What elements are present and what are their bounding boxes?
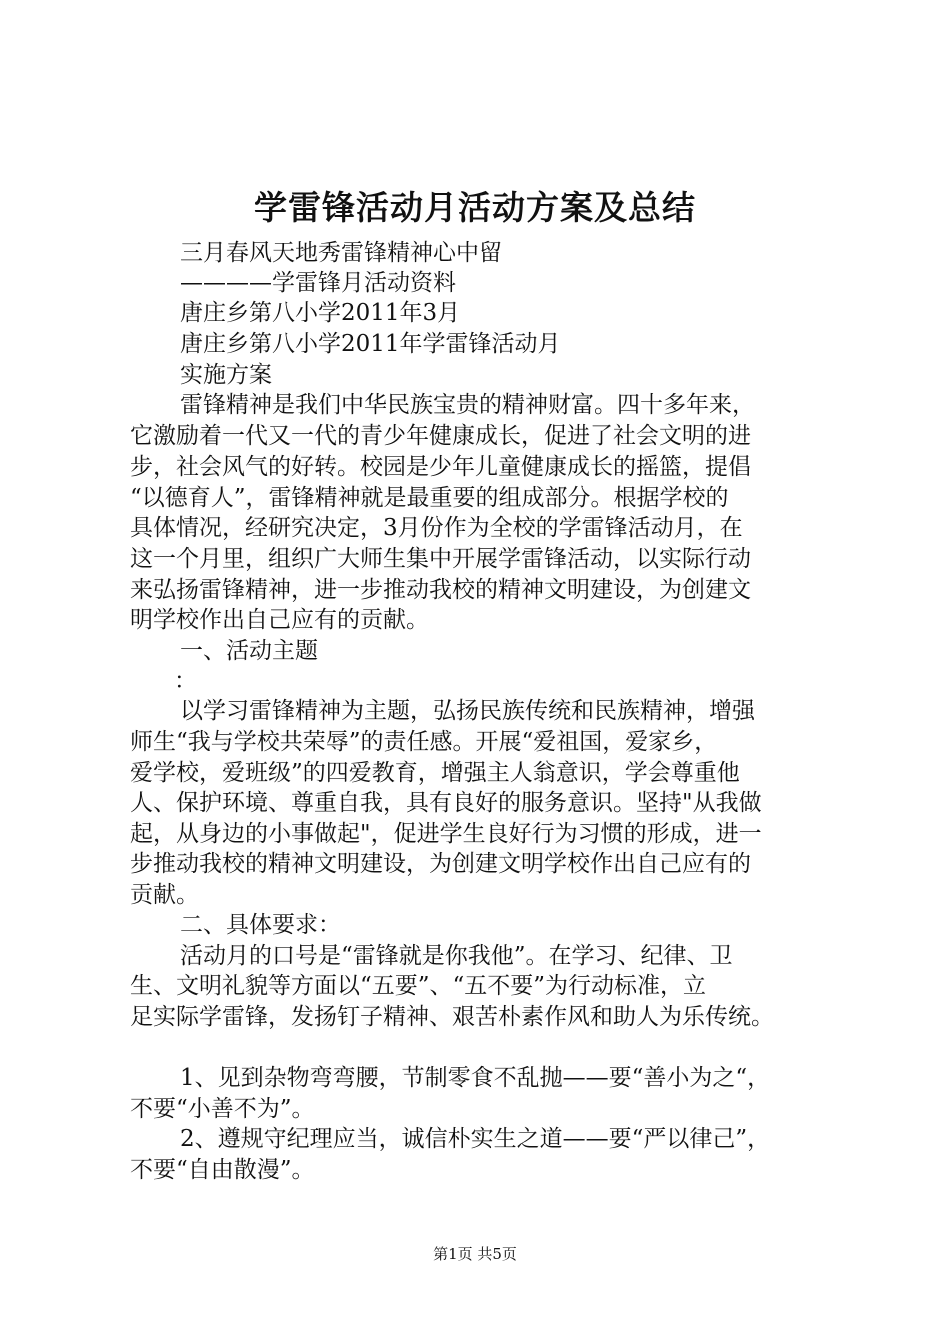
list-item: 不要“自由散漫”。 (130, 1157, 315, 1183)
paragraph-line: 爱学校，爱班级”的四爱教育，增强主人翁意识，学会尊重他 (130, 760, 740, 786)
list-item: 1、见到杂物弯弯腰，节制零食不乱抛——要“善小为之“， (180, 1065, 771, 1091)
paragraph-line: “以德育人”，雷锋精神就是最重要的组成部分。根据学校的 (130, 485, 729, 511)
paragraph-line: 生、文明礼貌等方面以“五要”、“五不要”为行动标准，立 (130, 973, 707, 999)
document-title: 学雷锋活动月活动方案及总结 (254, 188, 696, 227)
page-footer: 第1页 共5页 (433, 1245, 517, 1263)
header-line: 唐庄乡第八小学2011年3月 (180, 300, 461, 326)
paragraph-line: 师生“我与学校共荣辱”的责任感。开展“爱祖国，爱家乡， (130, 729, 718, 755)
paragraph-line: 以学习雷锋精神为主题，弘扬民族传统和民族精神，增强 (180, 698, 755, 724)
paragraph-line: 来弘扬雷锋精神，进一步推动我校的精神文明建设，为创建文 (130, 577, 751, 603)
header-line: 三月春风天地秀雷锋精神心中留 (180, 240, 502, 266)
header-line: 实施方案 (180, 362, 272, 388)
paragraph-line: 明学校作出自己应有的贡献。 (130, 607, 429, 633)
paragraph-line: 活动月的口号是“雷锋就是你我他”。在学习、纪律、卫 (180, 943, 733, 969)
header-line: ————学雷锋月活动资料 (180, 270, 456, 296)
paragraph-line: 步推动我校的精神文明建设，为创建文明学校作出自己应有的 (130, 851, 751, 877)
paragraph-line: 它激励着一代又一代的青少年健康成长，促进了社会文明的进 (130, 423, 751, 449)
list-item: 2、遵规守纪理应当，诚信朴实生之道——要“严以律己”， (180, 1126, 771, 1152)
paragraph-line: 起，从身边的小事做起"，促进学生良好行为习惯的形成，进一 (130, 821, 762, 847)
section-heading: 二、具体要求： (180, 912, 341, 938)
paragraph-line: 步，社会风气的好转。校园是少年儿童健康成长的摇篮，提倡 (130, 454, 751, 480)
paragraph-line: 人、保护环境、尊重自我，具有良好的服务意识。坚持"从我做 (130, 790, 762, 816)
paragraph-line: 足实际学雷锋，发扬钉子精神、艰苦朴素作风和助人为乐传统。 (130, 1004, 774, 1030)
list-item: 不要“小善不为”。 (130, 1096, 315, 1122)
paragraph-line: 贡献。 (130, 882, 199, 908)
paragraph-line: 具体情况，经研究决定，3月份作为全校的学雷锋活动月，在 (130, 515, 743, 541)
paragraph-line: 这一个月里，组织广大师生集中开展学雷锋活动，以实际行动 (130, 546, 751, 572)
section-colon: ： (174, 668, 197, 694)
header-line: 唐庄乡第八小学2011年学雷锋活动月 (180, 331, 561, 357)
section-heading: 一、活动主题 (180, 638, 318, 664)
paragraph-line: 雷锋精神是我们中华民族宝贵的精神财富。四十多年来， (180, 392, 755, 418)
